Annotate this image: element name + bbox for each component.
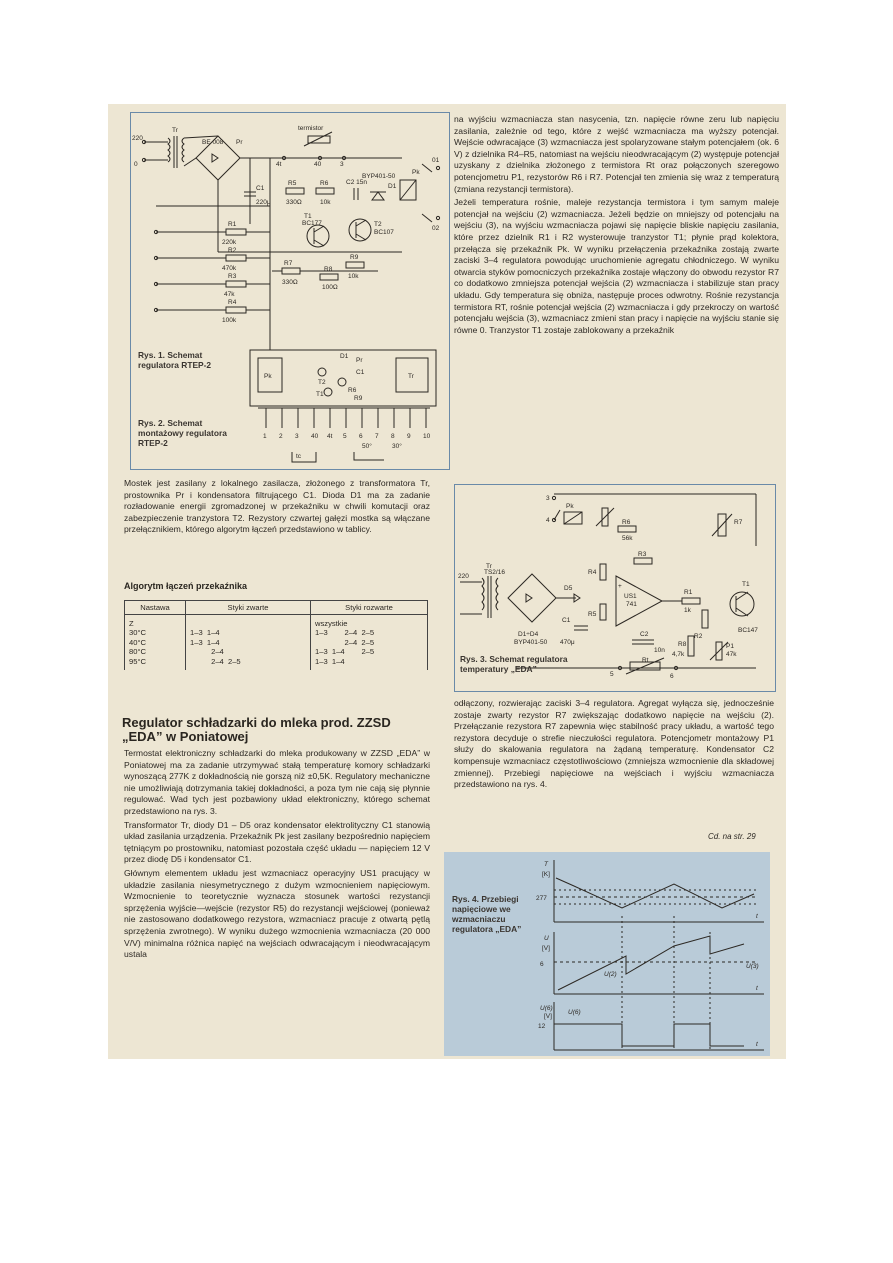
table-cell: Z xyxy=(125,615,186,629)
fig2-label-pk: Pk xyxy=(264,373,272,380)
terminal-number: 9 xyxy=(407,433,411,440)
paragraph: odłączony, rozwierając zaciski 3–4 regulatora. Agregat wyłącza się, jednocześnie zostaje zwarty rezystor R7 zwiększając dodatkowo napięcie na wejściu (2). Przełączanie rezystora R7 zapewnia więc stabilność pracy układu, a wartość tego rezystora decyduje o strefie nieczułości regulatora. Potencjometr montażowy P1 służy do skalowania regulatora na żądaną temperaturę. Kondensator C2 kompensuje wzmacniacz częstotliwościowo (zmniejsza wzmocnienie dla składowej zmiennej). Przebiegi napięciowe na wejściach i wyjściu wzmacniacza przedstawiono na rys. 4. xyxy=(454,698,774,790)
fig1-label-r4: R4 xyxy=(228,299,237,306)
table-cell: 30°C xyxy=(125,628,186,637)
fig3-label-us1v: 741 xyxy=(626,601,637,608)
relay-table xyxy=(124,600,428,670)
fig4-label-U2: U(2) xyxy=(604,971,617,978)
fig1-label-rectifier: BE 008 xyxy=(202,139,224,146)
fig1-label-t2: T2 xyxy=(374,221,382,228)
fig3-label-4: 4 xyxy=(546,517,550,524)
fig4-label-U6unit: [V] xyxy=(544,1013,552,1020)
fig4-label-t3: t xyxy=(756,1041,758,1048)
fig2-label-50: 50° xyxy=(362,443,372,450)
fig1-label-r9: R9 xyxy=(350,254,359,261)
magazine-page xyxy=(108,104,786,1059)
terminal-number: 8 xyxy=(391,433,395,440)
table-cell: 1–3 1–4 xyxy=(186,628,311,637)
fig1-label-r1: R1 xyxy=(228,221,237,228)
fig1-label-r2v: 470k xyxy=(222,265,237,272)
fig4-label-V: [V] xyxy=(542,945,550,952)
fig1-label-r1v: 220k xyxy=(222,239,237,246)
fig1-label-0: 0 xyxy=(134,161,138,168)
fig3-label-r2: R2 xyxy=(694,633,703,640)
paragraph: Głównym elementem układu jest wzmacniacz operacyjny US1 pracujący w układzie zasilania niesymetrycznego z dużym wzmocnieniem napięciowym. Wzmocnienie to teoretycznie wyznacza stosunek wartości rezystancji sprzężenia wyjście—wejście (rezystor R5) do rezystancji wejściowej (ponieważ nie zastosowano dodatkowego rezystora, wzmacniacz pracuje z otwartą pętlą sprzężenia zwrotnego). W wyniku dużego wzmocnienia wzmacniacza (20 000 V/V) minimalna różnica napięć na wejściach odwracającym i nieodwracającym ustala xyxy=(124,867,430,960)
fig1-label-c1v: 220μ xyxy=(256,199,271,206)
fig2-label-t1: T1 xyxy=(316,391,324,398)
paragraph: Jeżeli temperatura rośnie, maleje rezystancja termistora i tym samym maleje potencjał na wejściu (2) wzmacniacza. Jeżeli będzie on mniejszy od potencjału na wejściu (3), na wyjściu wzmacniacza pojawi się napięcie bliskie napięciu zasilania, które przez dzielnik R1 i R2 wysterowuje tranzystor T1; płynie prąd kolektora, przełącza się przekaźnik Pk. W wyniku przełączenia przekaźnika zostają zwarte zaciski 3–4 regulatora powodując uruchomienie agregatu chłodniczego. W wyniku otwarcia styków pomocniczych przekaźnika zostaje włączony do obwodu rezystor R7 co dodatkowo zmniejsza potencjał wejścia (2) wzmacniacza i stabilizuje stan pracy układu. Gdy temperatura się obniża, następuje proces odwrotny. Rośnie rezystancja termistora RT, rośnie potencjał wejścia (2) wzmacniacza i gdy przekroczy on wartość potencjału wejścia (3), wzmacniacz zmieni stan pracy i napięcie na wyjściu stanie się równe 0. Tranzystor T1 zostaje zablokowany a przekaźnik xyxy=(454,197,779,335)
table-cell: 1–3 1–4 xyxy=(186,638,311,647)
fig3-label-t1: T1 xyxy=(742,581,750,588)
terminal-number: 6 xyxy=(359,433,363,440)
fig3-label-rt: Rt xyxy=(642,657,649,664)
figure-1-schematic xyxy=(132,114,446,350)
table-cell: 2–4 xyxy=(186,647,311,656)
fig3-label-trv: TS2/16 xyxy=(484,569,505,576)
table-cell: 40°C xyxy=(125,638,186,647)
terminal-number: 10 xyxy=(423,433,431,440)
fig1-label-termistor: termistor xyxy=(298,125,324,132)
fig3-label-r6v: 56k xyxy=(622,535,633,542)
fig1-label-r9v: 10k xyxy=(348,273,359,280)
terminal-number: 2 xyxy=(279,433,283,440)
fig4-label-t2: t xyxy=(756,985,758,992)
paragraph: na wyjściu wzmacniacza stan nasycenia, tzn. napięcie równe zeru lub napięciu zasilania, zależnie od tego, które z wejść wzmacniacza ma wyższy potencjał. Wejście odwracające (3) wzmacniacza jest spolaryzowane stałym potencjałem (ok. 6 V) z dzielnika R4–R5, natomiast na wejściu nieodwracającym (2) występuje potencjał uzyskany z dzielnika złożonego z termistora Rt oraz połączonych szeregowo potencjometru P1, rezystorów R6 i R7. Potencjał ten zmienia się wraz z temperaturą (zmiana rezystancji termistora). xyxy=(454,114,779,194)
fig3-label-r3: R3 xyxy=(638,551,647,558)
fig3-label-p1: P1 xyxy=(726,643,734,650)
fig3-label-5: 5 xyxy=(610,671,614,678)
fig1-label-02: 02 xyxy=(432,225,440,232)
fig4-label-U6b: U(6) xyxy=(568,1009,581,1016)
fig3-label-us1: US1 xyxy=(624,593,637,600)
fig1-label-r6: R6 xyxy=(320,180,329,187)
fig2-label-30: 30° xyxy=(392,443,402,450)
table-cell xyxy=(186,615,311,629)
terminal-number: 4t xyxy=(327,433,333,440)
figure-3-caption: Rys. 3. Schemat regulatora temperatury „EDA” xyxy=(460,654,568,674)
fig3-label-r1v: 1k xyxy=(684,607,691,614)
terminal-number: 3 xyxy=(295,433,299,440)
fig1-label-c1: C1 xyxy=(256,185,265,192)
table-header: Nastawa xyxy=(125,601,186,615)
fig4-label-T: T xyxy=(544,861,548,868)
table-title: Algorytm łączeń przekaźnika xyxy=(124,581,248,591)
fig3-label-r4: R4 xyxy=(588,569,597,576)
fig1-label-r8v: 100Ω xyxy=(322,284,338,291)
fig4-label-U6a: U(6) xyxy=(540,1005,553,1012)
fig3-label-r5: R5 xyxy=(588,611,597,618)
fig1-label-01: 01 xyxy=(432,157,440,164)
fig3-label-r7: R7 xyxy=(734,519,743,526)
continued-note: Cd. na str. 29 xyxy=(708,832,756,841)
terminal-number: 7 xyxy=(375,433,379,440)
fig1-label-t1: T1 xyxy=(304,213,312,220)
fig2-label-c1: C1 xyxy=(356,369,365,376)
fig1-label-r8: R8 xyxy=(324,266,333,273)
fig1-label-r7: R7 xyxy=(284,260,293,267)
figure-1-caption: Rys. 1. Schemat regulatora RTEP-2 xyxy=(138,350,212,370)
fig1-label-pr: Pr xyxy=(236,139,243,146)
left-column-mid-text xyxy=(124,478,430,538)
fig3-label-d1d4v: BYP401-50 xyxy=(514,639,548,646)
fig1-label-r5v: 330Ω xyxy=(286,199,302,206)
table-cell: 95°C xyxy=(125,657,186,670)
fig1-label-r3: R3 xyxy=(228,273,237,280)
table-cell: wszystkie xyxy=(311,615,428,629)
fig1-label-r5: R5 xyxy=(288,180,297,187)
fig2-label-tc: tc xyxy=(296,453,302,460)
terminal-number: 1 xyxy=(263,433,267,440)
fig4-label-K: [K] xyxy=(542,871,550,878)
table-cell: 2–4 2–5 xyxy=(311,638,428,647)
fig3-label-c2: C2 xyxy=(640,631,649,638)
fig1-label-d1: D1 xyxy=(388,183,397,190)
terminal-number: 40 xyxy=(311,433,319,440)
fig2-label-r6: R6 xyxy=(348,387,357,394)
fig1-label-3: 3 xyxy=(340,161,344,168)
fig1-label-t1v: BC177 xyxy=(302,220,322,227)
article-title: Regulator schładzarki do mleka prod. ZZSD „EDA” w Poniatowej xyxy=(122,715,391,744)
fig2-label-r9: R9 xyxy=(354,395,363,402)
fig3-label-3: 3 xyxy=(546,495,550,502)
figure-2-caption: Rys. 2. Schemat montażowy regulatora RTEP-2 xyxy=(138,418,227,448)
fig3-label-plus: + xyxy=(618,583,622,590)
figure-4-waveforms xyxy=(534,856,766,1054)
fig3-label-pk: Pk xyxy=(566,503,574,510)
fig3-label-6: 6 xyxy=(670,673,674,680)
fig4-label-12: 12 xyxy=(538,1023,546,1030)
table-row xyxy=(125,657,428,670)
table-row xyxy=(125,647,428,656)
right-column-top-text xyxy=(454,114,779,338)
table-header: Styki zwarte xyxy=(186,601,311,615)
fig4-label-277: 277 xyxy=(536,895,547,902)
fig2-label-pr: Pr xyxy=(356,357,363,364)
fig4-label-U3: U(3) xyxy=(746,963,759,970)
table-cell: 2–4 2–5 xyxy=(186,657,311,670)
table-cell: 1–3 1–4 xyxy=(311,657,428,670)
table-header: Styki rozwarte xyxy=(311,601,428,615)
paragraph: Termostat elektroniczny schładzarki do mleka produkowany w ZZSD „EDA” w Poniatowej ma za zadanie utrzymywać stałą temperaturę komory schładzarki wynoszącą 277K z dokładnością nie gorszą niż ±0,5K. Regulatory mechaniczne nie umożliwiają dotrzymania takiej dokładności, a poza tym nie cają się płynnie regulować. Wad tych jest pozbawiony układ elektroniczny, którego schemat przedstawiono na rys. 3. xyxy=(124,748,430,816)
fig3-label-r8v: 4,7k xyxy=(672,651,685,658)
table-row xyxy=(125,615,428,629)
left-column-bottom-text xyxy=(124,748,430,963)
table-cell: 80°C xyxy=(125,647,186,656)
table-cell: 1–3 2–4 2–5 xyxy=(311,628,428,637)
fig3-label-r1: R1 xyxy=(684,589,693,596)
table-row xyxy=(125,638,428,647)
fig4-label-6: 6 xyxy=(540,961,544,968)
fig1-label-c2: C2 15n xyxy=(346,179,367,186)
fig1-label-r6v: 10k xyxy=(320,199,331,206)
figure-4-caption: Rys. 4. Przebiegi napięciowe we wzmacniaczu regulatora „EDA” xyxy=(452,894,522,934)
fig3-label-r8: R8 xyxy=(678,641,687,648)
fig3-label-t1v: BC147 xyxy=(738,627,758,634)
fig2-label-tr: Tr xyxy=(408,373,414,380)
right-column-mid-text xyxy=(454,698,774,793)
fig1-label-d1v: BYP401-50 xyxy=(362,173,396,180)
fig1-label-40: 40 xyxy=(314,161,322,168)
fig1-label-220: 220 xyxy=(132,135,143,142)
paragraph: Mostek jest zasilany z lokalnego zasilacza, złożonego z transformatora Tr, prostownika Pr i kondensatora filtrującego C1. Dioda D1 ma za zadanie rozładowanie energii zgromadzonej w przekaźniku w chwili komutacji oraz zabezpieczenie tranzystora T2. Rezystory czwartej gałęzi mostka są włączane przełącznikiem, którego algorytm łączeń przedstawiono w tablicy. xyxy=(124,478,430,535)
fig1-label-r4v: 100k xyxy=(222,317,237,324)
fig3-label-d5: D5 xyxy=(564,585,573,592)
figure-2-assembly xyxy=(244,348,444,466)
fig1-label-r2: R2 xyxy=(228,247,237,254)
fig3-label-p1v: 47k xyxy=(726,651,737,658)
fig3-label-c1v: 470μ xyxy=(560,639,575,646)
fig1-label-tr: Tr xyxy=(172,127,178,134)
fig4-label-U: U xyxy=(544,935,549,942)
fig2-label-d1: D1 xyxy=(340,353,349,360)
fig1-label-pk: Pk xyxy=(412,169,420,176)
fig3-label-tr: Tr xyxy=(486,563,492,570)
fig3-label-c1: C1 xyxy=(562,617,571,624)
terminal-number: 5 xyxy=(343,433,347,440)
fig1-label-4t: 4t xyxy=(276,161,282,168)
fig3-label-220: 220 xyxy=(458,573,469,580)
fig1-label-r7v: 330Ω xyxy=(282,279,298,286)
paragraph: Transformator Tr, diody D1 – D5 oraz kondensator elektrolityczny C1 stanowią układ zasilania urządzenia. Przekaźnik Pk jest zasilany bezpośrednio napięciem tętniącym po prostowniku, natomiast pozostała część układu — napięciem 12 V przez diodę D5 i kondensator C1. xyxy=(124,819,430,865)
table-cell: 1–3 1–4 2–5 xyxy=(311,647,428,656)
table-row xyxy=(125,628,428,637)
fig2-label-t2: T2 xyxy=(318,379,326,386)
fig4-label-t1: t xyxy=(756,913,758,920)
fig3-label-d1d4: D1÷D4 xyxy=(518,631,539,638)
fig3-label-r6: R6 xyxy=(622,519,631,526)
fig1-label-t2v: BC107 xyxy=(374,229,394,236)
fig1-label-r3v: 47k xyxy=(224,291,235,298)
fig3-label-c2v: 10n xyxy=(654,647,665,654)
